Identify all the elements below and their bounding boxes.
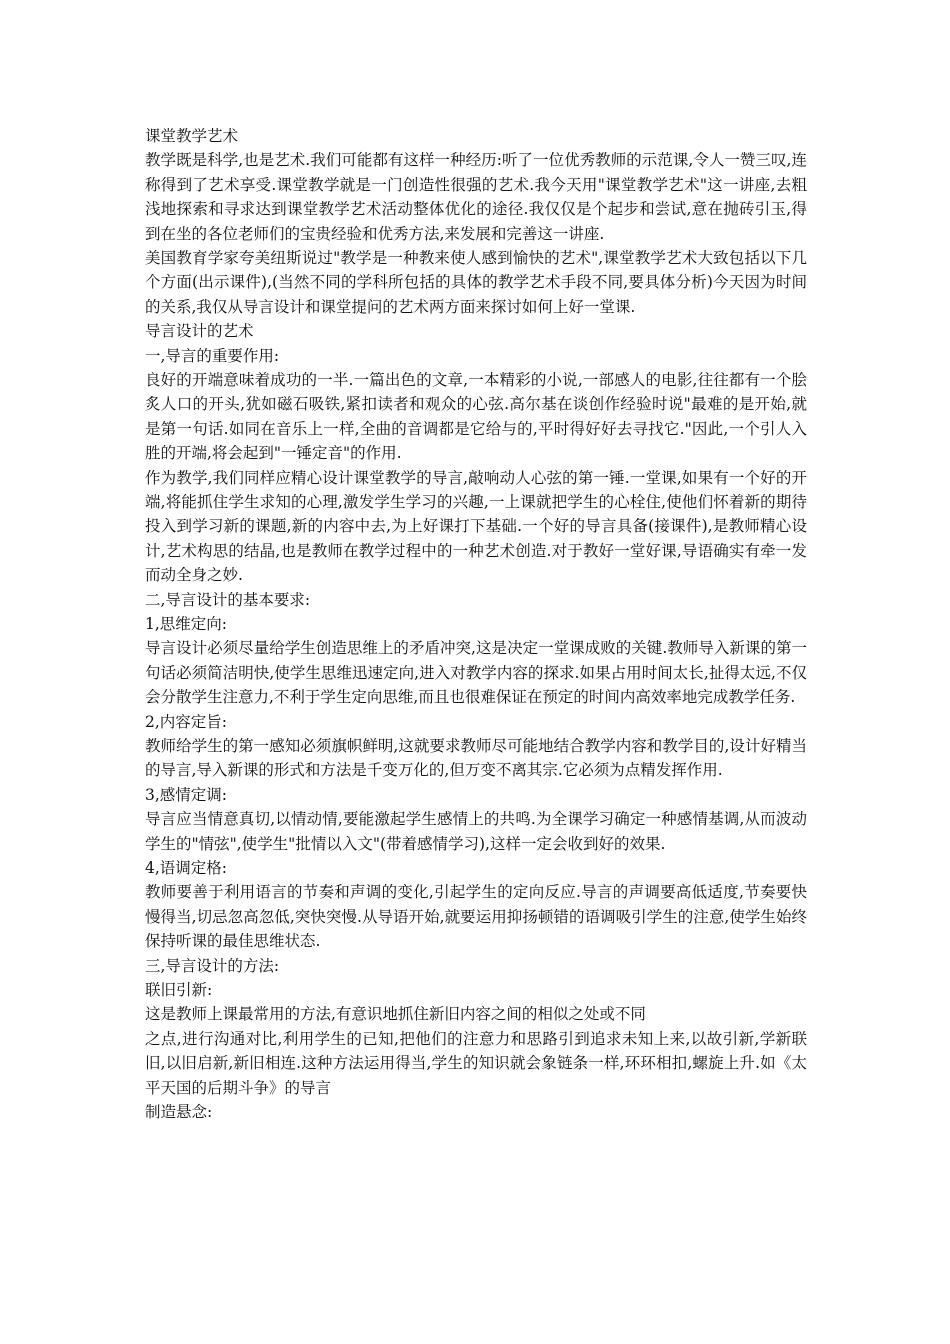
item-heading: 2,内容定旨: <box>145 712 228 731</box>
paragraph: 作为教学,我们同样应精心设计课堂教学的导言,敲响动人心弦的第一锤.一堂课,如果有一个好的开端,将能抓住学生求知的心理,激发学生学习的兴趣,一上课就把学生的心栓住,使他们怀着新的期待投入到学习新的课题,新的内容中去,为上好课打下基础.一个好的导言具备(接课件),是教师精心设计,艺术构思的结晶,也是教师在教学过程中的一种艺术创造.对于教好一堂好课,导语确实有牵一发而动全身之妙. <box>145 468 807 585</box>
document-page <box>145 124 807 1124</box>
paragraph: 良好的开端意味着成功的一半.一篇出色的文章,一本精彩的小说,一部感人的电影,往往都有一个脍炙人口的开头,犹如磁石吸铁,紧扣读者和观众的心弦.高尔基在谈创作经验时说"最难的是开始,就是第一句话.如同在音乐上一样,全曲的音调都是它给与的,平时得好好去寻找它."因此,一个引人入胜的开端,将会起到"一锤定音"的作用. <box>145 371 807 463</box>
paragraph: 教学既是科学,也是艺术.我们可能都有这样一种经历:听了一位优秀教师的示范课,令人一赞三叹,连称得到了艺术享受.课堂教学就是一门创造性很强的艺术.我今天用"课堂教学艺术"这一讲座,去粗浅地探索和寻求达到课堂教学艺术活动整体优化的途径.我仅仅是个起步和尝试,意在抛砖引玉,得到在坐的各位老师们的宝贵经验和优秀方法,来发展和完善这一讲座. <box>145 151 807 243</box>
item-heading: 制造悬念: <box>145 1103 213 1122</box>
paragraph: 导言应当情意真切,以情动情,要能激起学生感情上的共鸣.为全课学习确定一种感情基调,从而波动学生的"情弦",使学生"批情以入文"(带着感情学习),这样一定会收到好的效果. <box>145 810 807 853</box>
item-heading: 联旧引新: <box>145 981 213 1000</box>
subsection-heading: 三,导言设计的方法: <box>145 956 280 975</box>
paragraph: 美国教育学家夸美纽斯说过"教学是一种教来使人感到愉快的艺术",课堂教学艺术大致包括以下几个方面(出示课件),(当然不同的学科所包括的具体的教学艺术手段不同,要具体分析)今天因为时间的关系,我仅从导言设计和课堂提问的艺术两方面来探讨如何上好一堂课. <box>145 249 807 316</box>
paragraph-line: 这是教师上课最常用的方法,有意识地抓住新旧内容之间的相似之处或不同 <box>145 1005 646 1024</box>
paragraph: 教师要善于利用语言的节奏和声调的变化,引起学生的定向反应.导言的声调要高低适度,节奏要快慢得当,切忌忽高忽低,突快突慢.从导语开始,就要运用抑扬顿错的语调吸引学生的注意,使学生始终保持听课的最佳思维状态. <box>145 883 807 951</box>
paragraph: 导言设计必须尽量给学生创造思维上的矛盾冲突,这是决定一堂课成败的关键.教师导入新课的第一句话必须简洁明快,使学生思维迅速定向,进入对教学内容的探求.如果占用时间太长,扯得太远,不仅会分散学生注意力,不利于学生定向思维,而且也很难保证在预定的时间内高效率地完成教学任务. <box>145 639 807 707</box>
document-title: 课堂教学艺术 <box>145 127 239 145</box>
item-heading: 1,思维定向: <box>145 615 228 634</box>
item-heading: 4,语调定格: <box>145 859 228 878</box>
section-heading: 导言设计的艺术 <box>145 322 254 341</box>
paragraph: 之点,进行沟通对比,利用学生的已知,把他们的注意力和思路引到追求未知上来,以故引新,学新联旧,以旧启新,新旧相连.这种方法运用得当,学生的知识就会象链条一样,环环相扣,螺旋上升.如《太平天国的后期斗争》的导言 <box>145 1029 807 1097</box>
subsection-heading: 二,导言设计的基本要求: <box>145 590 311 609</box>
subsection-heading: 一,导言的重要作用: <box>145 346 280 365</box>
item-heading: 3,感情定调: <box>145 785 228 804</box>
paragraph: 教师给学生的第一感知必须旗帜鲜明,这就要求教师尽可能地结合教学内容和教学目的,设计好精当的导言,导入新课的形式和方法是千变万化的,但万变不离其宗.它必须为点精发挥作用. <box>145 737 807 780</box>
